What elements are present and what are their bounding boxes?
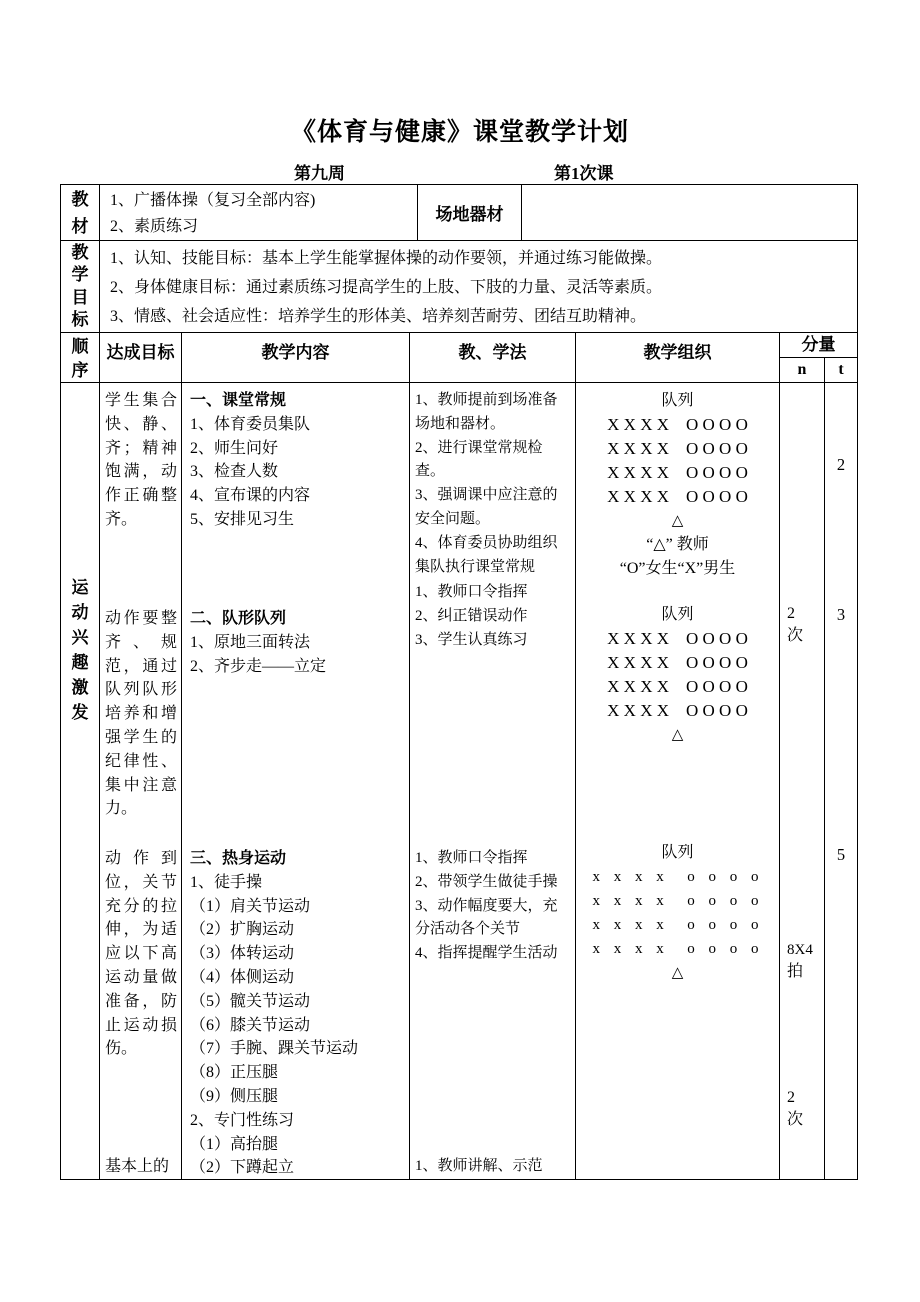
formation-row: x x x x o o o o [592,941,763,957]
methods-block-4 [415,1155,572,1179]
methods-item: 3、学生认真练习 [415,631,528,648]
content-item: （8）正压腿 [190,1064,279,1082]
objective-line: 3、情感、社会适应性：培养学生的形体美、培养刻苦耐劳、团结互助精神。 [110,308,647,325]
content-item: 1、徒手操 [190,873,263,891]
n-number: 2 [787,1089,795,1106]
formation-row: x x x x o o o o [592,869,763,885]
organization-block-2 [576,603,779,747]
content-item: （6）膝关节运动 [190,1016,311,1034]
formation-row: X X X X O O O O [607,487,748,506]
objective-line: 2、身体健康目标：通过素质练习提高学生的上肢、下肢的力量、灵活等素质。 [110,279,663,296]
header-t: t [838,361,844,378]
materials-content-cell [100,185,418,241]
formation-row: X X X X O O O O [607,439,748,458]
content-block-1 [190,389,407,532]
formation-title: 队列 [661,606,694,623]
formation-legend: “△” 教师 [646,536,709,553]
goal-paragraph: 基本上的 [105,1158,170,1175]
content-item: （1）高抬腿 [190,1135,279,1153]
teacher-triangle-icon: △ [671,727,684,743]
materials-label: 教材 [71,189,89,236]
organization-block-1 [576,389,779,581]
amount-n-cell [780,383,825,1179]
venue-value-cell [522,185,857,241]
sequence-vertical-label: 运动兴趣激发 [71,578,89,722]
formation-title: 队列 [661,844,694,861]
content-item: 5、安排见习生 [190,510,295,528]
content-block-3 [190,847,407,1179]
content-heading: 一、课堂常规 [190,392,287,409]
content-cell [182,383,410,1179]
goal-paragraph: 动作要整齐、规范，通过队列队形培养和增强学生的纪律性、集中注意力。 [105,610,177,818]
n-value [787,1087,824,1131]
methods-item: 3、强调课中应注意的安全问题。 [415,487,558,527]
header-n: n [780,358,825,382]
content-item: （4）体侧运动 [190,968,295,986]
methods-block-2 [415,581,572,652]
objectives-content-cell [100,241,857,333]
sequence-cell [61,383,100,1179]
column-header-row [61,333,857,383]
t-value: 2 [836,455,846,474]
objectives-label: 教学目标 [71,242,89,329]
header-amount-subrow [780,358,857,382]
goal-cell [100,383,182,1179]
formation-row: x x x x o o o o [592,917,763,933]
header-content: 教学内容 [182,333,410,383]
formation-title: 队列 [661,392,694,409]
methods-item: 1、教师讲解、示范 [415,1158,543,1174]
materials-row [61,185,857,241]
lesson-number-label: 第1次课 [554,164,614,183]
formation-row: X X X X O O O O [607,415,748,434]
teacher-triangle-icon: △ [671,965,684,981]
materials-item: 2、素质练习 [110,218,199,235]
header-goal: 达成目标 [100,333,182,383]
content-item: 3、检查人数 [190,463,279,481]
content-item: （1）肩关节运动 [190,897,311,915]
amount-t-cell [825,383,857,1179]
content-item: （9）侧压腿 [190,1087,279,1105]
objectives-label-cell [61,241,100,333]
week-label: 第九周 [294,164,345,183]
methods-item: 2、带领学生做徒手操 [415,873,558,890]
header-amount-group [780,333,857,383]
methods-item: 3、动作幅度要大，充分活动各个关节 [415,897,558,938]
methods-item: 1、教师口令指挥 [415,584,528,600]
content-item: （7）手腕、踝关节运动 [190,1040,359,1058]
content-item: 2、专门性练习 [190,1111,295,1129]
venue-label-cell [418,185,522,241]
header-amount: 分量 [780,333,857,358]
formation-row: X X X X O O O O [607,629,748,648]
n-value [787,603,824,647]
t-value: 3 [836,605,846,624]
formation-row: X X X X O O O O [607,653,748,672]
goal-paragraph: 学生集合快、静、齐；精神饱满，动作正确整齐。 [105,392,177,528]
document-title: 《体育与健康》课堂教学计划 [290,119,629,146]
organization-block-3 [576,841,779,985]
objective-line: 1、认知、技能目标：基本上学生能掌握体操的动作要领，并通过练习能做操。 [110,250,663,267]
objectives-row [61,241,857,333]
n-unit: 次 [787,627,804,644]
header-organization: 教学组织 [576,333,780,383]
n-value [787,939,824,983]
content-item: （2）扩胸运动 [190,921,295,939]
materials-item: 1、广播体操（复习全部内容) [110,192,316,209]
content-block-2 [190,607,407,678]
materials-label-cell [61,185,100,241]
n-number: 2 [787,605,795,622]
t-value: 5 [836,845,846,864]
methods-item: 4、指挥提醒学生活动 [415,945,558,962]
content-item: 2、齐步走——立定 [190,657,327,675]
methods-item: 2、纠正错误动作 [415,607,528,624]
methods-item: 1、教师口令指挥 [415,850,528,866]
content-item: 4、宣布课的内容 [190,487,311,505]
methods-block-3 [415,847,572,966]
organization-cell [576,383,780,1179]
methods-cell [410,383,576,1179]
methods-block-1 [415,389,572,579]
header-sequence: 顺序 [71,337,89,380]
content-heading: 二、队形队列 [190,610,287,627]
teacher-triangle-icon: △ [671,513,684,529]
content-item: 2、师生问好 [190,439,279,457]
content-item: （3）体转运动 [190,945,295,963]
n-unit: 次 [787,1111,804,1128]
goal-paragraph: 动作到位，关节充分的拉伸，为适应以下高运动量做准备，防止运动损伤。 [105,850,177,1058]
header-methods: 教、学法 [410,333,576,383]
formation-row: X X X X O O O O [607,677,748,696]
methods-item: 1、教师提前到场准备场地和器材。 [415,392,558,432]
content-item: （2）下蹲起立 [190,1159,295,1177]
n-number: 8X4 [787,942,813,958]
content-heading: 三、热身运动 [190,850,287,867]
content-item: 1、原地三面转法 [190,633,311,651]
venue-label: 场地器材 [435,205,504,224]
lesson-plan-table [60,184,858,1180]
formation-row: X X X X O O O O [607,463,748,482]
methods-item: 2、进行课堂常规检查。 [415,439,543,480]
content-item: （5）髋关节运动 [190,992,311,1010]
n-unit: 拍 [787,963,804,980]
formation-legend: “O”女生“X”男生 [619,560,736,577]
content-item: 1、体育委员集队 [190,415,311,433]
formation-row: x x x x o o o o [592,893,763,909]
lesson-body-row [61,383,857,1179]
methods-item: 4、体育委员协助组织集队执行课堂常规 [415,534,558,575]
formation-row: X X X X O O O O [607,701,748,720]
header-sequence-cell [61,333,100,383]
